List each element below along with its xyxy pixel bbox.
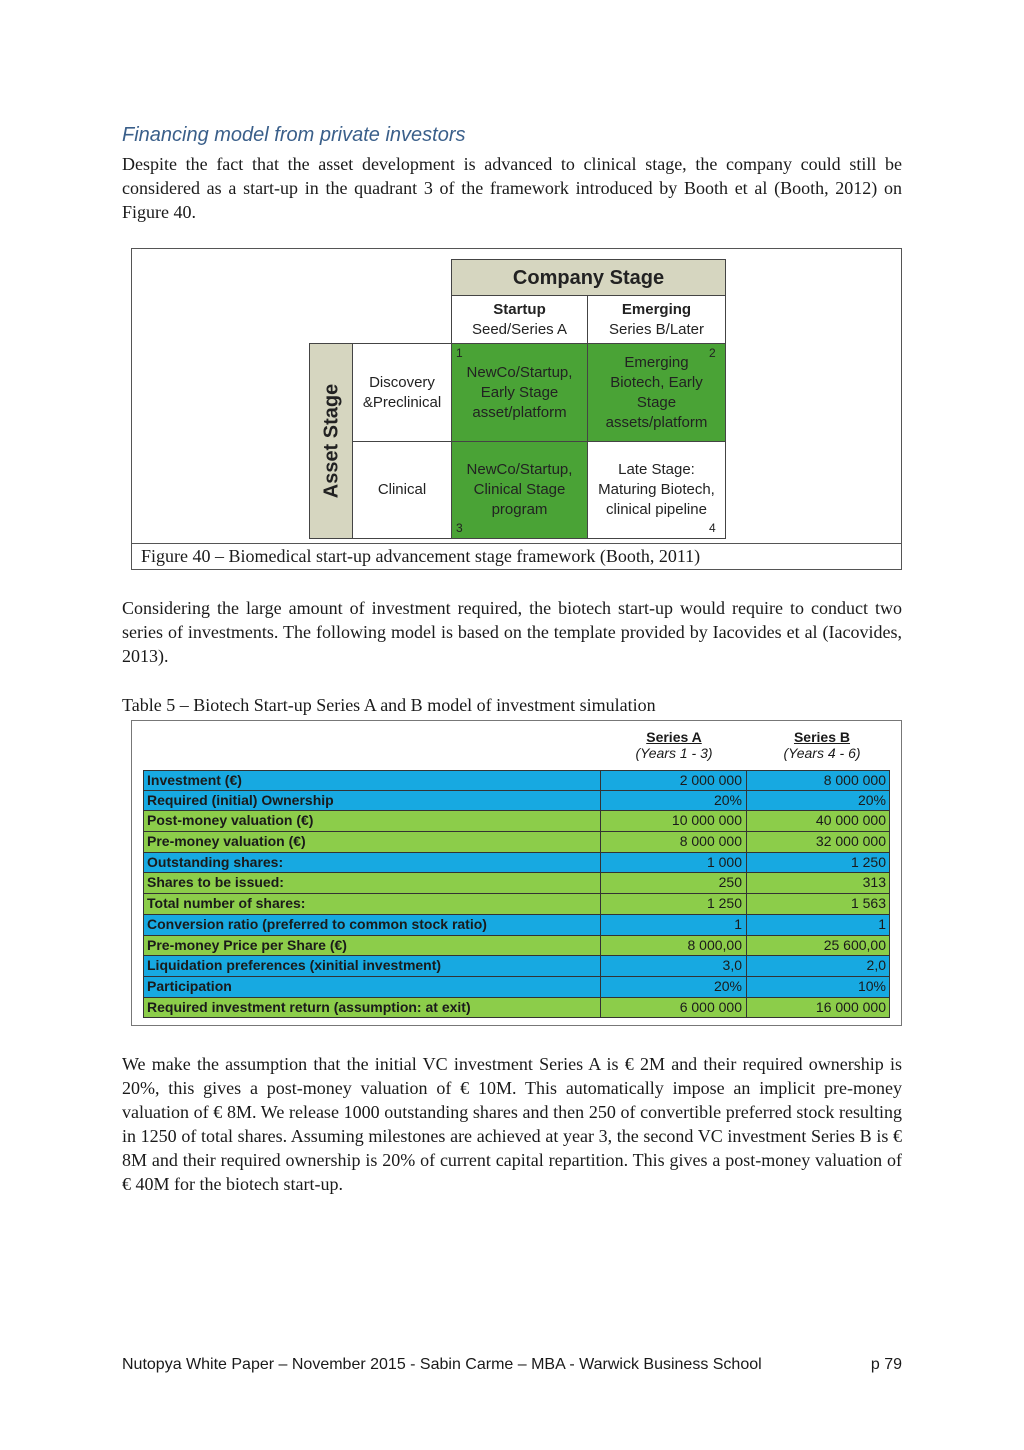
- quadrant-4-number: 4: [709, 521, 716, 535]
- row-label: Post-money valuation (€): [143, 811, 601, 832]
- series-a-value: 3,0: [601, 956, 747, 977]
- company-stage-header: Company Stage: [451, 259, 726, 296]
- series-a-value: 10 000 000: [601, 811, 747, 832]
- series-b-value: 10%: [747, 977, 890, 998]
- series-a-header: [601, 729, 747, 761]
- table-row: [143, 811, 890, 832]
- series-a-value: 1: [601, 915, 747, 936]
- series-a-value: 20%: [601, 977, 747, 998]
- series-a-value: 1 000: [601, 853, 747, 874]
- table-row: [143, 832, 890, 853]
- table-row: [143, 998, 890, 1019]
- col-emerging-sub: Series B/Later: [608, 320, 705, 338]
- table-row: [143, 977, 890, 998]
- series-a-value: 250: [601, 873, 747, 894]
- series-a-value: 2 000 000: [601, 770, 747, 791]
- row-label: Liquidation preferences (xinitial investment): [143, 956, 601, 977]
- table-row: [143, 873, 890, 894]
- quadrant-1-number: 1: [456, 346, 463, 360]
- series-b-value: 1: [747, 915, 890, 936]
- series-b-value: 1 563: [747, 894, 890, 915]
- row-label: Participation: [143, 977, 601, 998]
- col-emerging-title: Emerging: [621, 300, 692, 318]
- series-b-value: 25 600,00: [747, 936, 890, 957]
- col-emerging-header: [587, 295, 726, 344]
- series-a-title: Series A: [646, 729, 702, 745]
- table-row: [143, 915, 890, 936]
- series-b-value: 16 000 000: [747, 998, 890, 1019]
- row-label: Investment (€): [143, 770, 601, 791]
- table-row: [143, 956, 890, 977]
- series-b-value: 20%: [747, 791, 890, 812]
- paragraph-investment: Considering the large amount of investment required, the biotech start-up would require to conduct two series of investments. The following model is based on the template provided by Iacovides et al (Iacovides, 2013).: [122, 598, 902, 666]
- quadrant-4: Late Stage: Maturing Biotech, clinical pipeline: [587, 441, 726, 539]
- quadrant-3-number: 3: [456, 521, 463, 535]
- col-startup-sub: Seed/Series A: [471, 320, 568, 338]
- series-b-value: 40 000 000: [747, 811, 890, 832]
- series-b-value: 313: [747, 873, 890, 894]
- table-row: [143, 770, 890, 791]
- page-footer: [122, 1356, 902, 1374]
- asset-stage-label: Asset Stage: [320, 383, 342, 499]
- table-row: [143, 936, 890, 957]
- row-label: Pre-money Price per Share (€): [143, 936, 601, 957]
- row-label: Shares to be issued:: [143, 873, 601, 894]
- row-label: Required (initial) Ownership: [143, 791, 601, 812]
- row-clinical-label: Clinical: [352, 441, 452, 539]
- stage-framework-diagram: [132, 249, 901, 545]
- table-caption: Table 5 – Biotech Start-up Series A and B model of investment simulation: [122, 695, 656, 715]
- page-number: p 79: [870, 1356, 902, 1373]
- footer-text: Nutopya White Paper – November 2015 - Sabin Carme – MBA - Warwick Business School: [122, 1356, 762, 1373]
- series-b-value: 1 250: [747, 853, 890, 874]
- table-row: [143, 894, 890, 915]
- table-row: [143, 853, 890, 874]
- asset-stage-header: [309, 343, 353, 539]
- quadrant-1: NewCo/Startup, Early Stage asset/platform: [451, 343, 588, 442]
- series-a-value: 1 250: [601, 894, 747, 915]
- row-label: Pre-money valuation (€): [143, 832, 601, 853]
- series-b-value: 8 000 000: [747, 770, 890, 791]
- quadrant-3: NewCo/Startup, Clinical Stage program: [451, 441, 588, 539]
- paragraph-intro: Despite the fact that the asset development is advanced to clinical stage, the company could still be considered as a start-up in the quadrant 3 of the framework introduced by Booth et al (Booth, 2012) on Figure 40.: [122, 154, 902, 222]
- table-row: [143, 791, 890, 812]
- col-startup-header: [451, 295, 588, 344]
- quadrant-2-number: 2: [709, 346, 716, 360]
- series-a-value: 20%: [601, 791, 747, 812]
- series-a-value: 8 000,00: [601, 936, 747, 957]
- col-startup-title: Startup: [493, 300, 546, 318]
- series-b-years: (Years 4 - 6): [783, 745, 861, 761]
- quadrant-2: Emerging Biotech, Early Stage assets/platform: [587, 343, 726, 442]
- row-discovery-label: Discovery &Preclinical: [352, 343, 452, 442]
- section-heading: Financing model from private investors: [122, 124, 466, 146]
- row-label: Outstanding shares:: [143, 853, 601, 874]
- investment-table: [143, 770, 890, 1018]
- series-b-title: Series B: [793, 729, 851, 745]
- series-a-value: 6 000 000: [601, 998, 747, 1019]
- series-b-header: [747, 729, 897, 761]
- figure-caption: Figure 40 – Biomedical start-up advancement stage framework (Booth, 2011): [132, 543, 901, 569]
- row-label: Required investment return (assumption: at exit): [143, 998, 601, 1019]
- row-label: Conversion ratio (preferred to common stock ratio): [143, 915, 601, 936]
- row-label: Total number of shares:: [143, 894, 601, 915]
- series-b-value: 2,0: [747, 956, 890, 977]
- paragraph-assumptions: We make the assumption that the initial VC investment Series A is € 2M and their required ownership is 20%, this gives a post-money valuation of € 10M. This automatically impose an implicit pre-money valuation of € 8M. We release 1000 outstanding shares and then 250 of convertible preferred stock resulting in 1250 of total shares. Assuming milestones are achieved at year 3, the second VC investment Series B is € 8M and their required ownership is 20% of current capital repartition. This gives a post-money valuation of € 40M for the biotech start-up.: [122, 1054, 902, 1194]
- figure-40: [131, 248, 902, 570]
- series-a-value: 8 000 000: [601, 832, 747, 853]
- series-b-value: 32 000 000: [747, 832, 890, 853]
- series-a-years: (Years 1 - 3): [635, 745, 713, 761]
